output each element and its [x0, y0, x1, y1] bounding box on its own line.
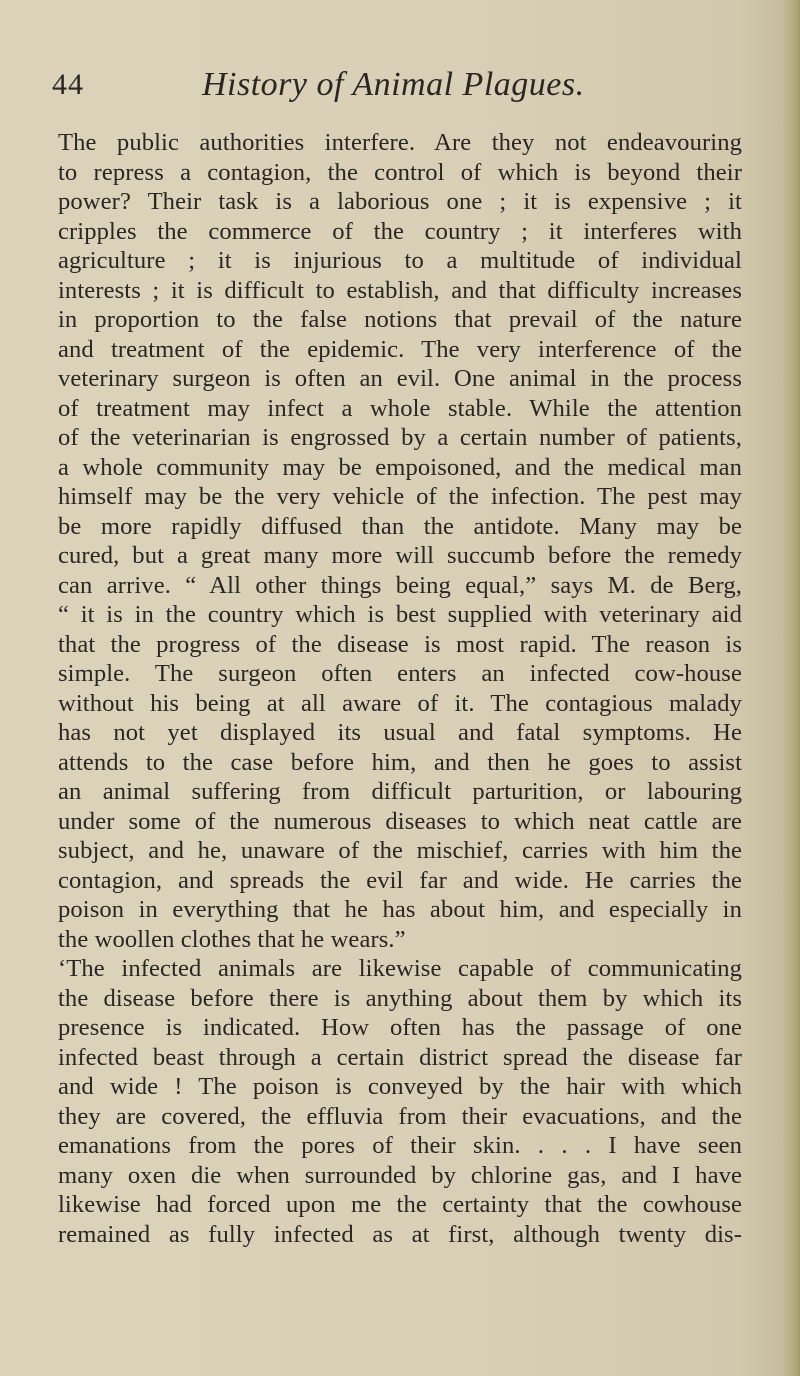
text-line: likewise had forced upon me the certainty that the cowhouse [58, 1191, 742, 1218]
text-line: to repress a contagion, the control of which is beyond their [58, 158, 742, 186]
text-line: “ it is in the country which is best supplied with veterinary aid [58, 601, 742, 628]
text-line: under some of the numerous diseases to which neat cattle are [58, 807, 742, 835]
running-head [52, 62, 752, 114]
text-line: veterinary surgeon is often an evil. One animal in the process [58, 365, 742, 392]
text-line: that the progress of the disease is most rapid. The reason is [58, 630, 742, 658]
page-number: 44 [52, 68, 84, 101]
text-line: subject, and he, unaware of the mischief, carries with him the [58, 837, 742, 864]
text-line: emanations from the pores of their skin. . . . I have seen [58, 1132, 742, 1159]
text-line: a whole community may be empoisoned, and the medical man [58, 453, 742, 481]
text-line: be more rapidly diffused than the antidote. Many may be [58, 512, 742, 540]
text-line: the woollen clothes that he wears.” [58, 925, 406, 953]
text-line: simple. The surgeon often enters an infected cow-house [58, 660, 742, 687]
text-line: has not yet displayed its usual and fatal symptoms. He [58, 719, 742, 746]
text-line: ‘The infected animals are likewise capable of communicating [58, 955, 742, 982]
text-line: contagion, and spreads the evil far and wide. He carries the [58, 866, 742, 894]
text-line: of the veterinarian is engrossed by a certain number of patients, [58, 424, 742, 451]
text-line: and treatment of the epidemic. The very interference of the [58, 335, 742, 363]
text-line: infected beast through a certain district spread the disease far [58, 1043, 742, 1071]
page-edge-shadow [782, 0, 800, 1376]
text-line: and wide ! The poison is conveyed by the hair with which [58, 1073, 742, 1100]
text-line: cripples the commerce of the country ; it interferes with [58, 217, 742, 245]
text-line: an animal suffering from difficult parturition, or labouring [58, 778, 742, 805]
text-line: of treatment may infect a whole stable. While the attention [58, 394, 742, 422]
text-line: the disease before there is anything about them by which its [58, 984, 742, 1012]
text-line: in proportion to the false notions that prevail of the nature [58, 306, 742, 333]
text-line: power? Their task is a laborious one ; it is expensive ; it [58, 188, 742, 215]
text-line: poison in everything that he has about him, and especially in [58, 896, 742, 923]
text-line: without his being at all aware of it. The contagious malady [58, 689, 742, 717]
text-line: they are covered, the effluvia from their evacuations, and the [58, 1102, 742, 1130]
body-text [58, 128, 742, 1249]
text-line: interests ; it is difficult to establish, and that difficulty increases [58, 276, 742, 304]
text-line: agriculture ; it is injurious to a multitude of individual [58, 247, 742, 274]
text-line: can arrive. “ All other things being equal,” says M. de Berg, [58, 571, 742, 599]
text-line: cured, but a great many more will succumb before the remedy [58, 542, 742, 569]
text-line: remained as fully infected as at first, although twenty dis- [58, 1220, 742, 1248]
text-line: attends to the case before him, and then he goes to assist [58, 748, 742, 776]
text-line: himself may be the very vehicle of the infection. The pest may [58, 483, 742, 510]
running-title: History of Animal Plagues. [202, 66, 585, 103]
text-line: presence is indicated. How often has the passage of one [58, 1014, 742, 1041]
text-line: many oxen die when surrounded by chlorine gas, and I have [58, 1161, 742, 1189]
text-line: The public authorities interfere. Are they not endeavouring [58, 129, 742, 156]
